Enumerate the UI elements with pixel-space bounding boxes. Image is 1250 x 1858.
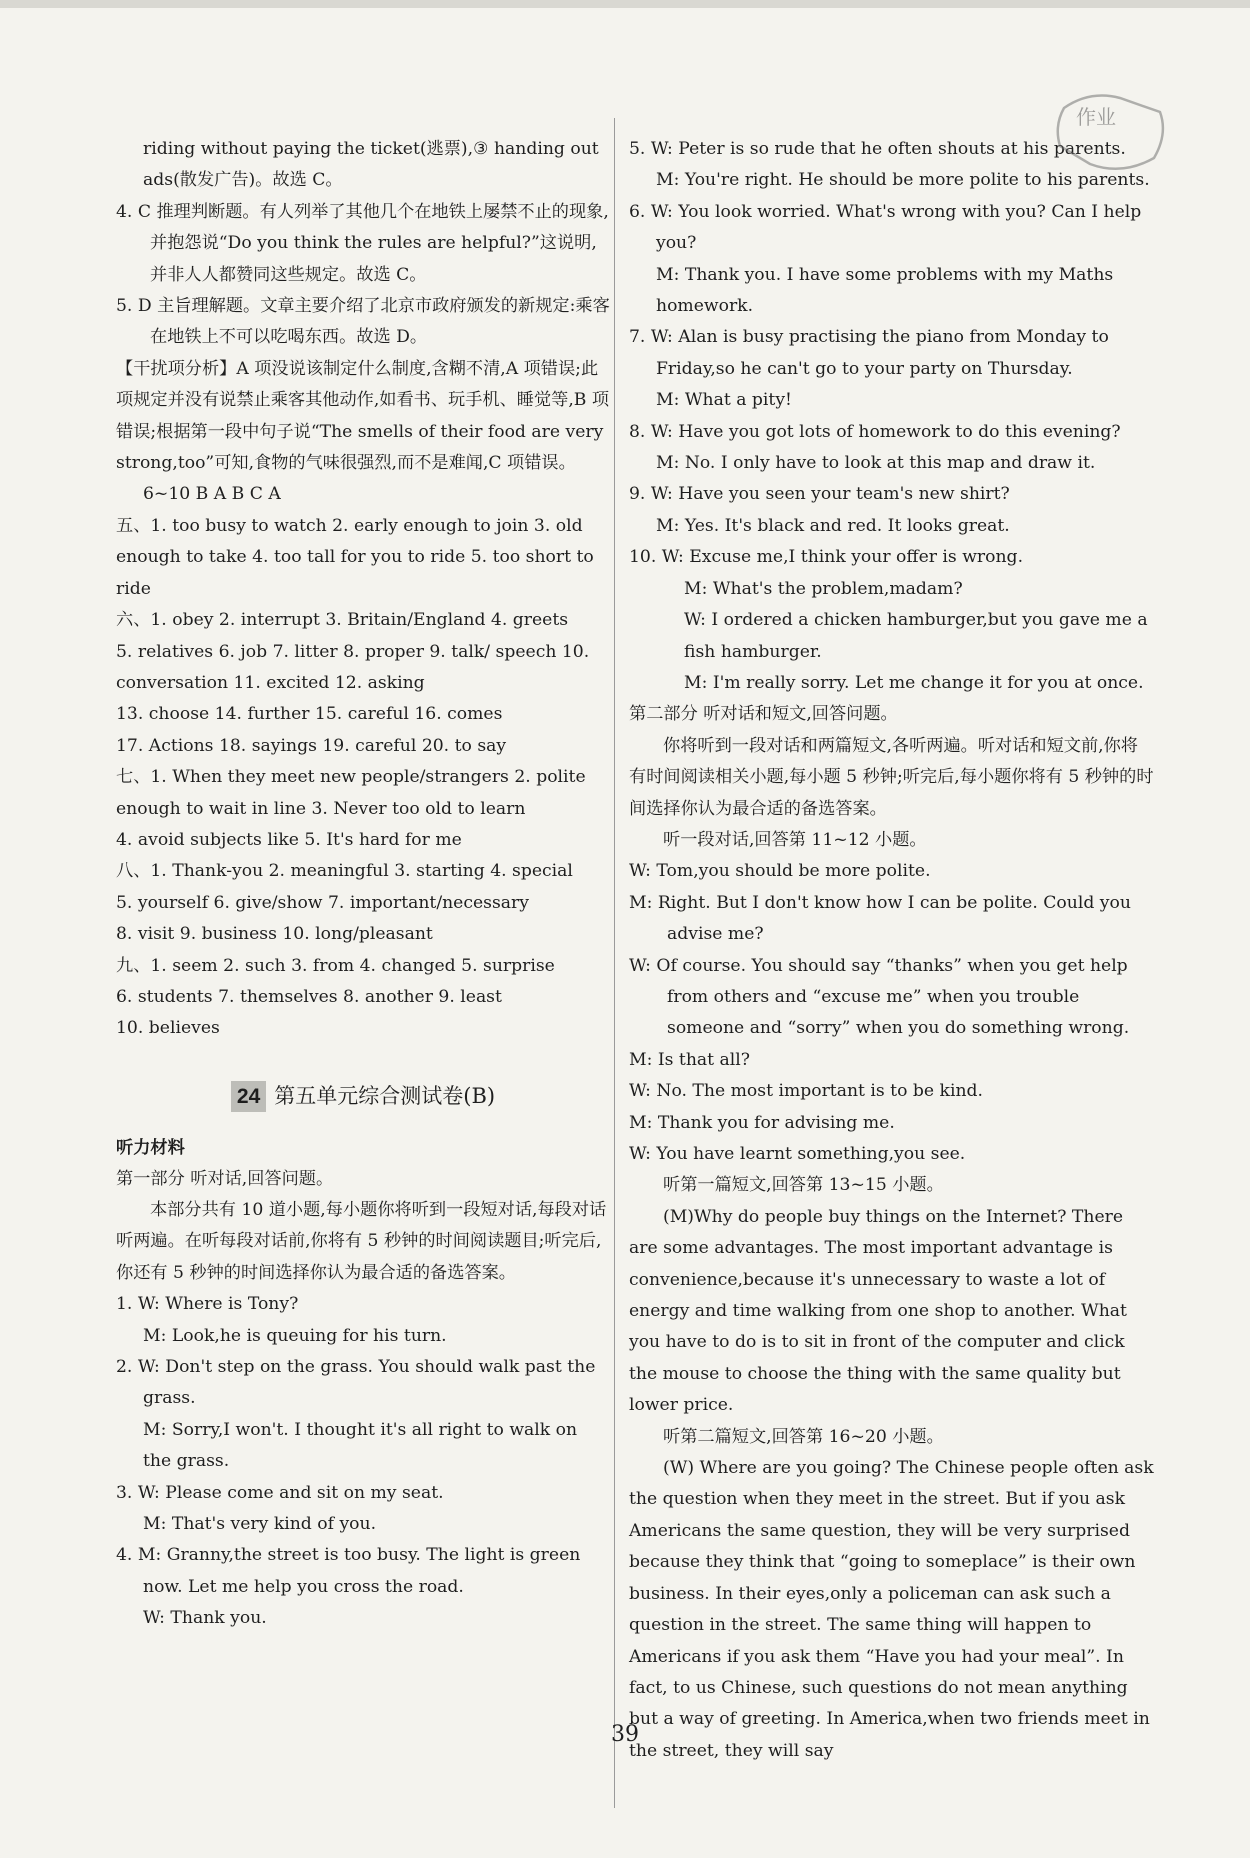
text-line-l4: 5. D 主旨理解题。文章主要介绍了北京市政府颁发的新规定:乘客在地铁上不可以吃喝东西。故选 D。 [116, 296, 610, 348]
text-line-r6: M: What a pity! [656, 390, 792, 411]
text-line-r7: 8. W: Have you got lots of homework to do this evening? [629, 421, 1121, 442]
text-line-r12: M: What's the problem,madam? [684, 578, 963, 599]
stamp-text: 作业 [1076, 105, 1116, 129]
text-line-r20: W: Of course. You should say “thanks” when you get help from others and “excuse me” when you trouble someone and “sorry” when you do something wrong. [629, 955, 1130, 1039]
text-line-d3a: 3. W: Please come and sit on my seat. [116, 1482, 444, 1503]
text-line-l15: 5. yourself 6. give/show 7. important/necessary [116, 892, 529, 913]
text-line-r2: M: You're right. He should be more polite to his parents. [656, 170, 1150, 191]
text-line-l18: 6. students 7. themselves 8. another 9. least [116, 986, 502, 1007]
text-line-l16: 8. visit 9. business 10. long/pleasant [116, 924, 433, 945]
listening-heading: 听力材料 [116, 1137, 185, 1158]
text-line-r18: W: Tom,you should be more polite. [629, 861, 931, 882]
text-line-l11: 17. Actions 18. sayings 19. careful 20. to say [116, 735, 507, 756]
text-line-l17: 九、1. seem 2. such 3. from 4. changed 5. surprise [116, 955, 555, 976]
text-line-p2: 本部分共有 10 道小题,每小题你将听到一段短对话,每段对话听两遍。在听每段对话前,你将有 5 秒钟的时间阅读题目;听完后,你还有 5 秒钟的时间选择你认为最合适的备选答案。 [116, 1200, 607, 1283]
section-heading [116, 1081, 610, 1112]
text-line-r22: W: No. The most important is to be kind. [629, 1081, 983, 1102]
text-line-r10: M: Yes. It's black and red. It looks great. [656, 515, 1010, 536]
text-line-d4a: 4. M: Granny,the street is too busy. The light is green now. Let me help you cross the road. [116, 1545, 581, 1597]
text-line-d2b: M: Sorry,I won't. I thought it's all right to walk on the grass. [143, 1419, 578, 1472]
column-divider [614, 118, 615, 1808]
text-line-r25: 听第一篇短文,回答第 13~15 小题。 [663, 1175, 944, 1196]
text-line-d1b: M: Look,he is queuing for his turn. [143, 1325, 447, 1346]
text-line-r14: M: I'm really sorry. Let me change it for you at once. [684, 672, 1144, 693]
right-column [629, 134, 1155, 1767]
text-line-l14: 八、1. Thank-you 2. meaningful 3. starting 4. special [116, 861, 573, 882]
page-top-edge [0, 0, 1250, 8]
text-line-r23: M: Thank you for advising me. [629, 1112, 895, 1133]
text-line-r16: 你将听到一段对话和两篇短文,各听两遍。听对话和短文前,你将有时间阅读相关小题,每小题 5 秒钟;听完后,每小题你将有 5 秒钟的时间选择你认为最合适的备选答案。 [629, 735, 1154, 819]
text-line-r24: W: You have learnt something,you see. [629, 1144, 966, 1164]
text-line-r11: 10. W: Excuse me,I think your offer is wrong. [629, 547, 1024, 568]
text-line-l2: ads(散发广告)。故选 C。 [143, 170, 343, 191]
text-line-r4: M: Thank you. I have some problems with my Maths homework. [656, 264, 1114, 317]
text-line-d4b: W: Thank you. [143, 1608, 267, 1629]
text-line-r28: (W) Where are you going? The Chinese people often ask the question when they meet in the street. But if you ask Americans the same question, they will be very surprised because they think that “going to someplace” is their own business. In their eyes,only a policeman can ask such a question in the street. The same thing will happen to Americans if you ask them “Have you had your meal”. In fact, to us Chinese, such questions do not mean anything but a way of greeting. In America,when two friends meet in the street, they will say [629, 1458, 1154, 1761]
text-line-r5: 7. W: Alan is busy practising the piano from Monday to Friday,so he can't go to your party on Thursday. [629, 327, 1109, 379]
text-line-l12: 七、1. When they meet new people/strangers 2. polite enough to wait in line 3. Never too old to learn [116, 767, 586, 819]
text-line-r3: 6. W: You look worried. What's wrong with you? Can I help you? [629, 201, 1142, 254]
text-line-r27: 听第二篇短文,回答第 16~20 小题。 [663, 1426, 944, 1447]
text-line-d1a: 1. W: Where is Tony? [116, 1294, 299, 1315]
text-line-r1: 5. W: Peter is so rude that he often shouts at his parents. [629, 139, 1126, 159]
text-line-l9: 5. relatives 6. job 7. litter 8. proper 9. talk/ speech 10. conversation 11. excited 12. asking [116, 641, 590, 693]
text-line-d3b: M: That's very kind of you. [143, 1514, 377, 1535]
text-line-l10: 13. choose 14. further 15. careful 16. comes [116, 704, 503, 725]
text-line-l7: 五、1. too busy to watch 2. early enough to join 3. old enough to take 4. too tall for you to ride 5. too short to ride [116, 515, 594, 599]
text-line-r26: (M)Why do people buy things on the Internet? There are some advantages. The most important advantage is convenience,because it's unnecessary to waste a lot of energy and time walking from one shop to another. What you have to do is to sit in front of the computer and click the mouse to choose the thing with the same quality but lower price. [629, 1206, 1127, 1416]
text-line-r13: W: I ordered a chicken hamburger,but you gave me a fish hamburger. [684, 610, 1148, 662]
stamp-logo [1050, 86, 1170, 181]
text-line-r17: 听一段对话,回答第 11~12 小题。 [663, 829, 927, 850]
text-line-l3: 4. C 推理判断题。有人列举了其他几个在地铁上屡禁不止的现象,并抱怨说“Do you think the rules are helpful?”这说明,并非人人都赞同这些规定。故选 C。 [116, 201, 609, 285]
section-title: 第五单元综合测试卷(B) [274, 1083, 496, 1108]
left-column [116, 134, 610, 1635]
text-line-l19: 10. believes [116, 1018, 220, 1039]
text-line-r21: M: Is that all? [629, 1049, 750, 1070]
text-line-p1: 第一部分 听对话,回答问题。 [116, 1168, 334, 1189]
text-line-l5: 【干扰项分析】A 项没说该制定什么制度,含糊不清,A 项错误;此项规定并没有说禁止乘客其他动作,如看书、玩手机、睡觉等,B 项错误;根据第一段中句子说“The smells of their food are very strong,too”可知,食物的气味很强烈,而不是难闻,C 项错误。 [116, 358, 610, 474]
page-number: 39 [611, 1722, 639, 1747]
text-line-l13: 4. avoid subjects like 5. It's hard for me [116, 829, 462, 850]
text-line-r15: 第二部分 听对话和短文,回答问题。 [629, 704, 898, 725]
text-line-r9: 9. W: Have you seen your team's new shirt? [629, 484, 1010, 505]
text-line-l8: 六、1. obey 2. interrupt 3. Britain/England 4. greets [116, 610, 569, 631]
section-number: 24 [231, 1081, 266, 1112]
text-line-r8: M: No. I only have to look at this map and draw it. [656, 453, 1096, 474]
text-line-l1: riding without paying the ticket(逃票),③ handing out [143, 139, 599, 159]
text-line-d2a: 2. W: Don't step on the grass. You should walk past the grass. [116, 1357, 596, 1409]
text-line-r19: M: Right. But I don't know how I can be polite. Could you advise me? [629, 892, 1131, 945]
text-line-l6: 6~10 B A B C A [143, 484, 281, 505]
